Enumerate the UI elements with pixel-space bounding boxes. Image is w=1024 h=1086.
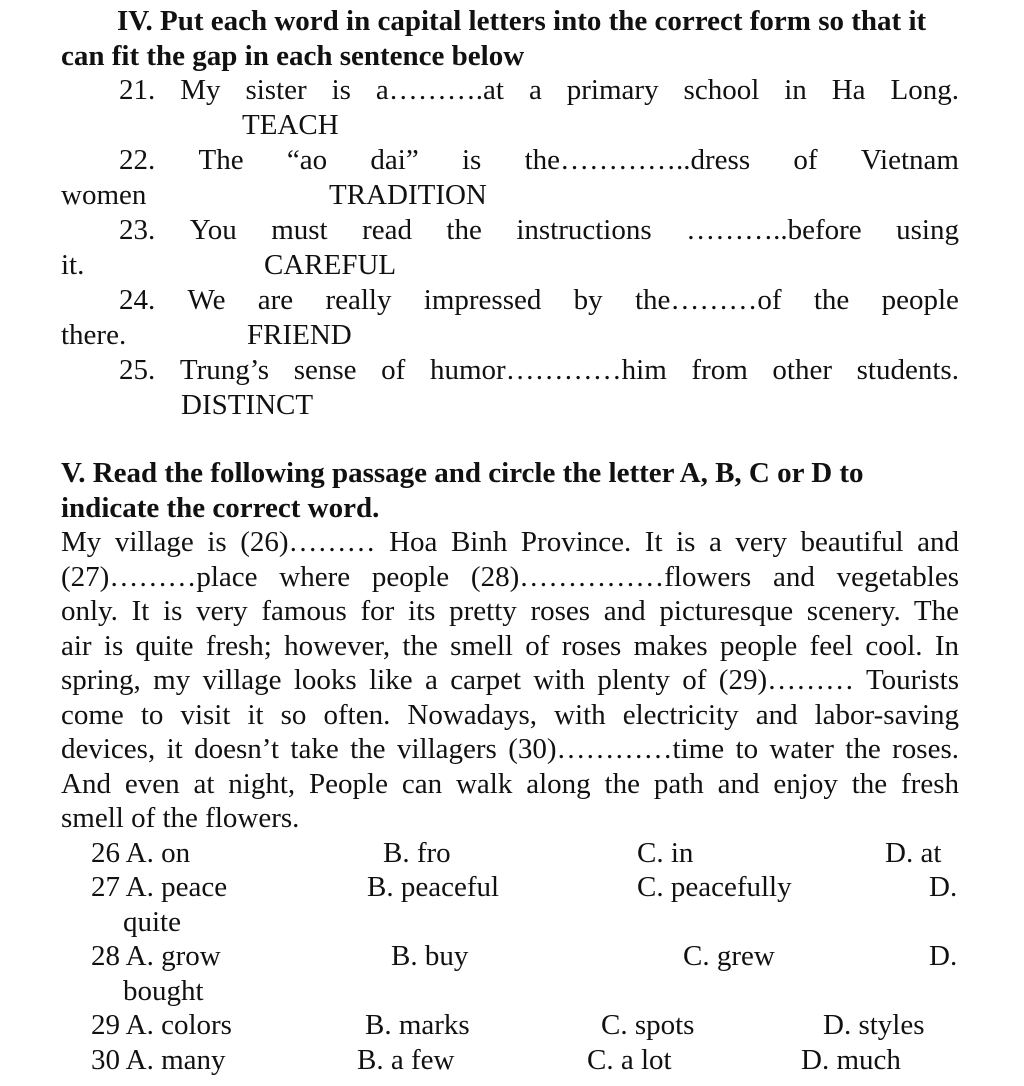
passage-line: come to visit it so often. Nowadays, with electricity and labor-saving (61, 698, 959, 731)
question-24-line (61, 283, 959, 318)
section-v-heading (61, 456, 959, 525)
option-b[interactable]: B. peaceful (367, 871, 500, 903)
option-d[interactable]: D. styles (823, 1009, 925, 1041)
word: the (446, 214, 482, 246)
option-c[interactable]: C. peacefully (637, 871, 792, 903)
word: there. (61, 318, 127, 351)
options-row-28-wrap (61, 974, 959, 1009)
reading-passage (61, 525, 959, 836)
section-v-heading-line2: indicate the correct word. (61, 491, 380, 524)
option-a[interactable]: 30 A. many (91, 1043, 226, 1076)
word: in (784, 74, 807, 106)
word: We (187, 284, 226, 316)
option-c[interactable]: C. a lot (587, 1043, 672, 1076)
option-b[interactable]: B. fro (383, 836, 451, 869)
question-23-line (61, 213, 959, 248)
word: impressed (423, 284, 542, 316)
section-iv-heading-line2: can fit the gap in each sentence below (61, 39, 525, 72)
option-b[interactable]: B. buy (391, 940, 469, 972)
options-row-30 (61, 1043, 959, 1078)
option-b[interactable]: B. a few (357, 1043, 455, 1076)
word: primary (566, 74, 659, 106)
question-21-line (61, 73, 959, 108)
passage-line: smell of the flowers. (61, 802, 300, 834)
option-a[interactable]: 28 A. grow (91, 940, 221, 972)
passage-line: devices, it doesn’t take the villagers (30)…………time to water the roses. (61, 733, 959, 765)
options-row-28 (61, 939, 959, 974)
word: are (257, 284, 294, 316)
word-with-blank: humor…………him (429, 354, 667, 386)
word: dai” (370, 144, 419, 176)
section-v (61, 456, 959, 1077)
passage-line: spring, my village looks like a carpet with plenty of (29)……… Tourists (61, 664, 959, 696)
word: is (461, 144, 482, 176)
option-d[interactable]: D. (929, 940, 958, 972)
question-number: 24. (119, 284, 156, 316)
options-row-29 (61, 1008, 959, 1043)
word: of (381, 354, 406, 386)
section-iv-heading-line1: IV. Put each word in capital letters into the correct form so that it (117, 5, 927, 37)
word: Vietnam (860, 144, 959, 176)
word: “ao (286, 144, 328, 176)
worksheet-page (61, 4, 959, 1077)
question-22-keyword: TRADITION (329, 178, 487, 211)
word: the (813, 284, 850, 316)
section-spacer (61, 422, 959, 456)
option-d[interactable]: D. much (801, 1043, 901, 1076)
answer-options (61, 836, 959, 1078)
word: instructions (516, 214, 652, 246)
options-row-27 (61, 870, 959, 905)
option-c[interactable]: C. grew (683, 940, 775, 972)
question-number: 21. (119, 74, 156, 106)
word-with-blank: a……….at (375, 74, 504, 106)
passage-line: My village is (26)……… Hoa Binh Province. It is a very beautiful and (61, 526, 959, 558)
word: women (61, 178, 147, 211)
word: Trung’s (179, 354, 270, 386)
question-number: 22. (119, 144, 156, 176)
section-iv-heading (61, 4, 959, 73)
option-d-text[interactable]: bought (123, 974, 204, 1007)
question-22-line (61, 143, 959, 178)
passage-line: And even at night, People can walk along the path and enjoy the fresh (61, 767, 959, 800)
word: by (573, 284, 603, 316)
section-iv (61, 4, 959, 422)
option-a[interactable]: 27 A. peace (91, 871, 228, 903)
question-25-line (61, 353, 959, 388)
question-25-keyword-line (61, 388, 959, 423)
question-24-continuation (61, 318, 959, 353)
option-a[interactable]: 26 A. on (91, 836, 191, 869)
option-b[interactable]: B. marks (365, 1009, 470, 1041)
passage-line: (27)………place where people (28)……………flowers and vegetables (61, 560, 959, 593)
option-d[interactable]: D. (929, 871, 958, 903)
word: people (881, 284, 959, 316)
option-a[interactable]: 29 A. colors (91, 1009, 232, 1041)
word: students. (856, 354, 959, 386)
word-with-blank: the…………..dress (524, 144, 751, 176)
question-21-keyword: TEACH (242, 108, 339, 141)
passage-line: air is quite fresh; however, the smell of roses makes people feel cool. In (61, 629, 959, 662)
question-22-continuation (61, 178, 959, 213)
word: it. (61, 248, 85, 281)
word: other (772, 354, 833, 386)
word: of (793, 144, 818, 176)
word: using (896, 214, 959, 246)
word: Long. (890, 74, 959, 106)
question-21-keyword-line (61, 108, 959, 143)
options-row-26 (61, 836, 959, 871)
option-d-text[interactable]: quite (123, 905, 181, 938)
question-23-continuation (61, 248, 959, 283)
question-23-keyword: CAREFUL (264, 248, 397, 281)
word: school (683, 74, 760, 106)
word: sister (245, 74, 307, 106)
word: from (691, 354, 748, 386)
word-with-blank: ………..before (686, 214, 862, 246)
section-v-heading-line1: V. Read the following passage and circle the letter A, B, C or D to (61, 457, 864, 489)
options-row-27-wrap (61, 905, 959, 940)
word: Ha (831, 74, 866, 106)
option-c[interactable]: C. spots (601, 1009, 695, 1041)
word: You (189, 214, 237, 246)
word: really (325, 284, 392, 316)
word: The (198, 144, 244, 176)
word: sense (293, 354, 357, 386)
question-24-keyword: FRIEND (247, 318, 352, 351)
question-number: 25. (119, 354, 156, 386)
word: My (180, 74, 221, 106)
option-c[interactable]: C. in (637, 836, 694, 869)
word: is (331, 74, 351, 106)
word: a (528, 74, 542, 106)
word: read (362, 214, 412, 246)
question-25-keyword: DISTINCT (181, 388, 314, 421)
passage-line: only. It is very famous for its pretty roses and picturesque scenery. The (61, 595, 959, 627)
question-number: 23. (119, 214, 156, 246)
word: must (271, 214, 328, 246)
word-with-blank: the………of (634, 284, 782, 316)
option-d[interactable]: D. at (885, 836, 942, 869)
